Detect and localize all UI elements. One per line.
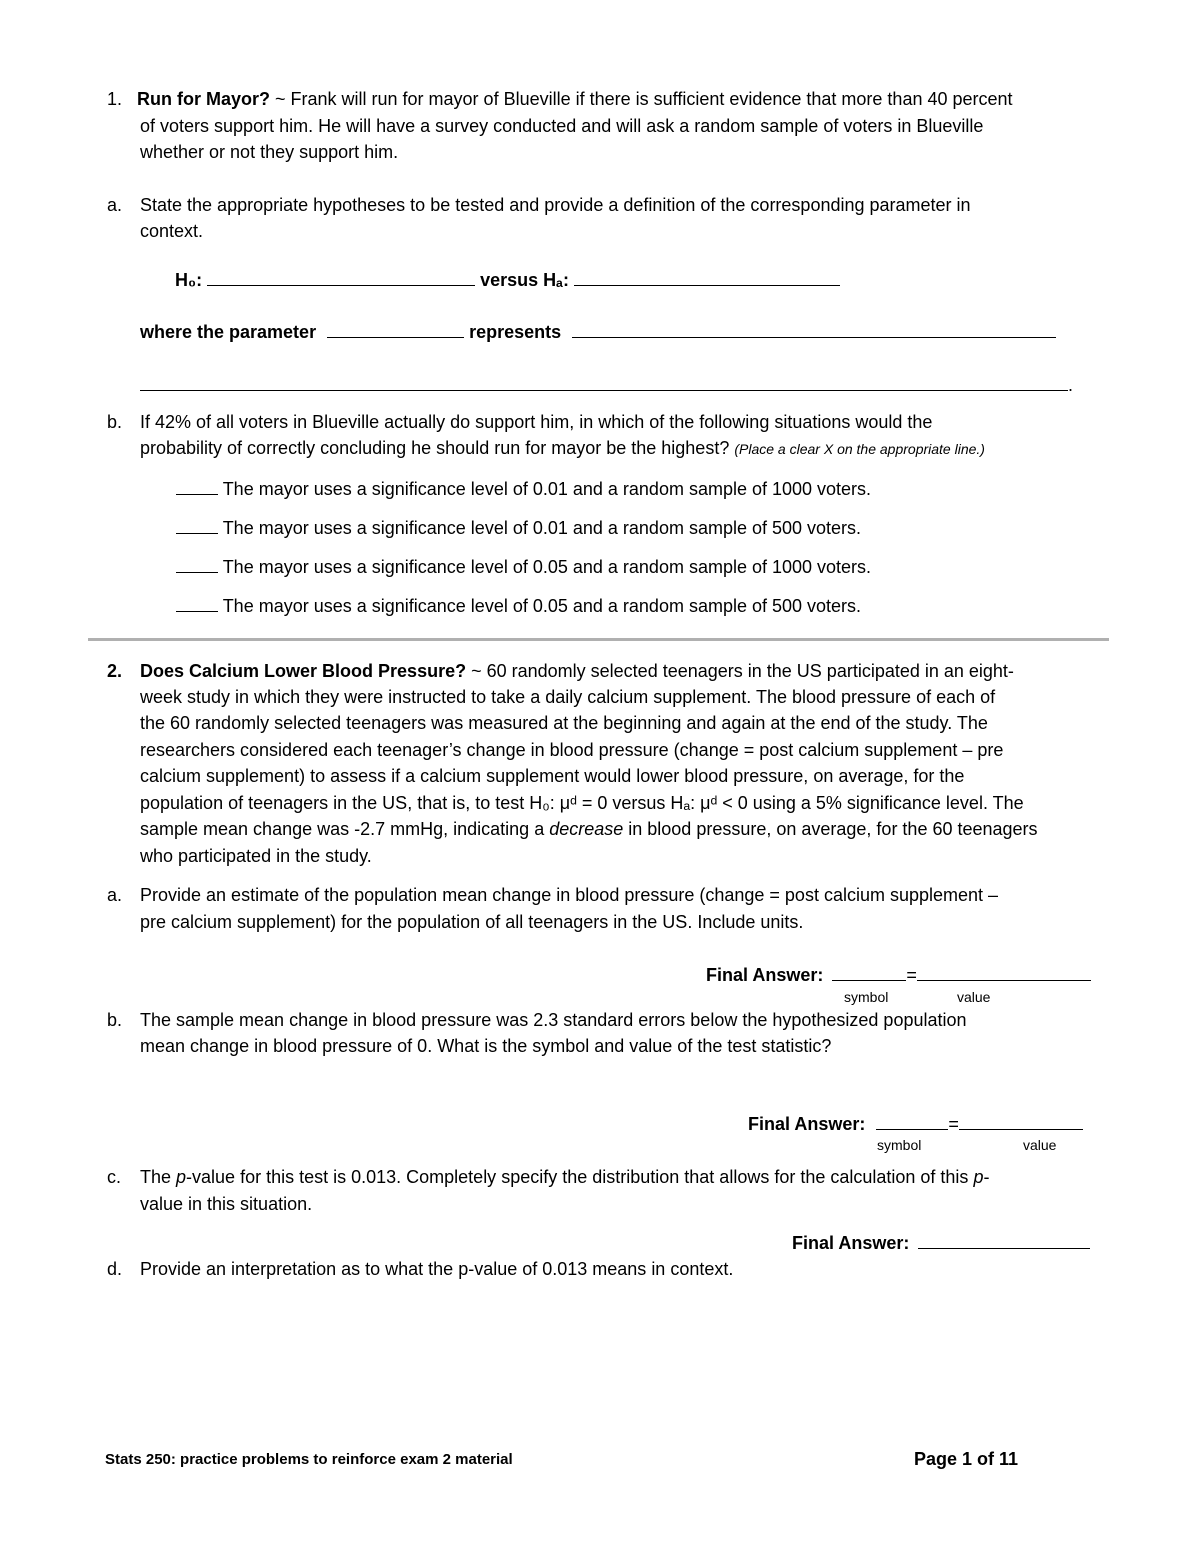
q2b-text-line-2: mean change in blood pressure of 0. What is the symbol and value of the test statistic? [140, 1036, 832, 1056]
final-answer-label: Final Answer: [748, 1114, 866, 1134]
q1b-note: (Place a clear X on the appropriate line.) [734, 441, 985, 457]
q1-number: 1. [107, 89, 123, 109]
footer-page-number: Page 1 of 11 [914, 1449, 1019, 1469]
q2c-text-line-2: value in this situation. [140, 1194, 313, 1214]
equals-sign: = [948, 1114, 959, 1134]
footer-course-title: Stats 250: practice problems to reinforce exam 2 material [105, 1451, 513, 1468]
q2-intro-line-2: week study in which they were instructed to take a daily calcium supplement. The blood pressure of each of [140, 687, 996, 707]
q2-intro-line-7: sample mean change was -2.7 mmHg, indicating a decrease in blood pressure, on average, for the 60 teenagers [140, 819, 1038, 839]
q1-intro-text: ~ Frank will run for mayor of Blueville if there is sufficient evidence that more than 40 percent [270, 89, 1013, 109]
option-2-text: The mayor uses a significance level of 0.01 and a random sample of 500 voters. [222, 518, 862, 538]
q2b-label: b. [107, 1010, 123, 1030]
q2b-text-line-1: The sample mean change in blood pressure was 2.3 standard errors below the hypothesized population [140, 1010, 967, 1030]
final-answer-label: Final Answer: [706, 965, 824, 985]
q1b-option-4 [176, 594, 861, 617]
option-4-text: The mayor uses a significance level of 0.05 and a random sample of 500 voters. [222, 596, 862, 616]
represents-label: represents [469, 322, 562, 342]
q1a-text-line-1: State the appropriate hypotheses to be tested and provide a definition of the corresponding parameter in [140, 195, 971, 215]
q2c-final-answer [792, 1231, 1090, 1254]
q2b-value-blank[interactable] [959, 1112, 1083, 1130]
period: . [1068, 375, 1074, 395]
q2a-symbol-caption: symbol [844, 989, 889, 1005]
q2c-text-line-1: The p-value for this test is 0.013. Completely specify the distribution that allows for the calculation of this p- [140, 1167, 990, 1187]
q2-intro-line-8: who participated in the study. [140, 846, 372, 866]
q1a-hypotheses-line [175, 268, 840, 291]
q1b-label: b. [107, 412, 123, 432]
q2b-symbol-blank[interactable] [876, 1112, 948, 1130]
equals-sign: = [906, 965, 917, 985]
q2d-label: d. [107, 1259, 123, 1279]
q1a-definition-continued [140, 373, 1073, 396]
q2-intro-text: ~ 60 randomly selected teenagers in the US participated in an eight- [466, 661, 1014, 681]
option-1-mark-line[interactable] [176, 477, 218, 495]
ha-answer-blank[interactable] [574, 268, 840, 286]
parameter-definition-blank-2[interactable] [140, 373, 1068, 391]
q2a-value-caption: value [957, 989, 991, 1005]
q1-intro-line-3: whether or not they support him. [140, 142, 399, 162]
q1b-text-line-2 [140, 437, 985, 460]
q1-intro-line-1 [137, 88, 1013, 110]
q1a-label: a. [107, 195, 123, 215]
parameter-symbol-blank[interactable] [327, 320, 464, 338]
h0-label: H₀: [175, 270, 203, 290]
option-4-mark-line[interactable] [176, 594, 218, 612]
option-3-text: The mayor uses a significance level of 0.05 and a random sample of 1000 voters. [222, 557, 872, 577]
q2a-text-line-2: pre calcium supplement) for the population of all teenagers in the US. Include units. [140, 912, 804, 932]
q1-intro-line-2: of voters support him. He will have a survey conducted and will ask a random sample of voters in Blueville [140, 116, 984, 136]
q2-intro-line-6: population of teenagers in the US, that is, to test H₀: μᵈ = 0 versus Hₐ: μᵈ < 0 using a 5% significance level. The [140, 793, 1024, 813]
ha-label: versus Hₐ: [480, 270, 569, 290]
option-1-text: The mayor uses a significance level of 0.01 and a random sample of 1000 voters. [222, 479, 872, 499]
q2-intro-line-1 [140, 660, 1014, 682]
q2-intro-line-4: researchers considered each teenager’s change in blood pressure (change = post calcium supplement – pre [140, 740, 1004, 760]
parameter-definition-blank[interactable] [572, 320, 1056, 338]
q1b-option-3 [176, 555, 871, 578]
q1b-option-1 [176, 477, 871, 500]
option-2-mark-line[interactable] [176, 516, 218, 534]
final-answer-label: Final Answer: [792, 1233, 910, 1253]
q2a-label: a. [107, 885, 123, 905]
q1b-text-line-1: If 42% of all voters in Blueville actually do support him, in which of the following situations would the [140, 412, 933, 432]
q2-number: 2. [107, 661, 123, 681]
q2c-answer-blank[interactable] [918, 1231, 1090, 1249]
h0-answer-blank[interactable] [207, 268, 475, 286]
q1b-option-2 [176, 516, 861, 539]
q2a-final-answer [706, 963, 1091, 986]
q2-intro-line-3: the 60 randomly selected teenagers was measured at the beginning and again at the end of the study. The [140, 713, 988, 733]
q2-title: Does Calcium Lower Blood Pressure? [140, 661, 467, 681]
q2-intro-line-5: calcium supplement) to assess if a calcium supplement would lower blood pressure, on average, for the [140, 766, 965, 786]
q2a-symbol-blank[interactable] [832, 963, 906, 981]
q1a-parameter-line [140, 320, 1056, 343]
q1-title: Run for Mayor? [137, 89, 270, 109]
section-divider [88, 638, 1109, 641]
q2b-value-caption: value [1023, 1137, 1057, 1153]
emphasis-decrease: decrease [549, 819, 624, 839]
q2b-symbol-caption: symbol [877, 1137, 922, 1153]
q1a-text-line-2: context. [140, 221, 204, 241]
q1b-question: probability of correctly concluding he should run for mayor be the highest? [140, 438, 730, 458]
q2b-final-answer [748, 1112, 1083, 1135]
option-3-mark-line[interactable] [176, 555, 218, 573]
q2d-text: Provide an interpretation as to what the p-value of 0.013 means in context. [140, 1259, 734, 1279]
where-parameter-label: where the parameter [140, 322, 317, 342]
q2a-text-line-1: Provide an estimate of the population mean change in blood pressure (change = post calcium supplement – [140, 885, 999, 905]
q2a-value-blank[interactable] [917, 963, 1091, 981]
q2c-label: c. [107, 1167, 122, 1187]
